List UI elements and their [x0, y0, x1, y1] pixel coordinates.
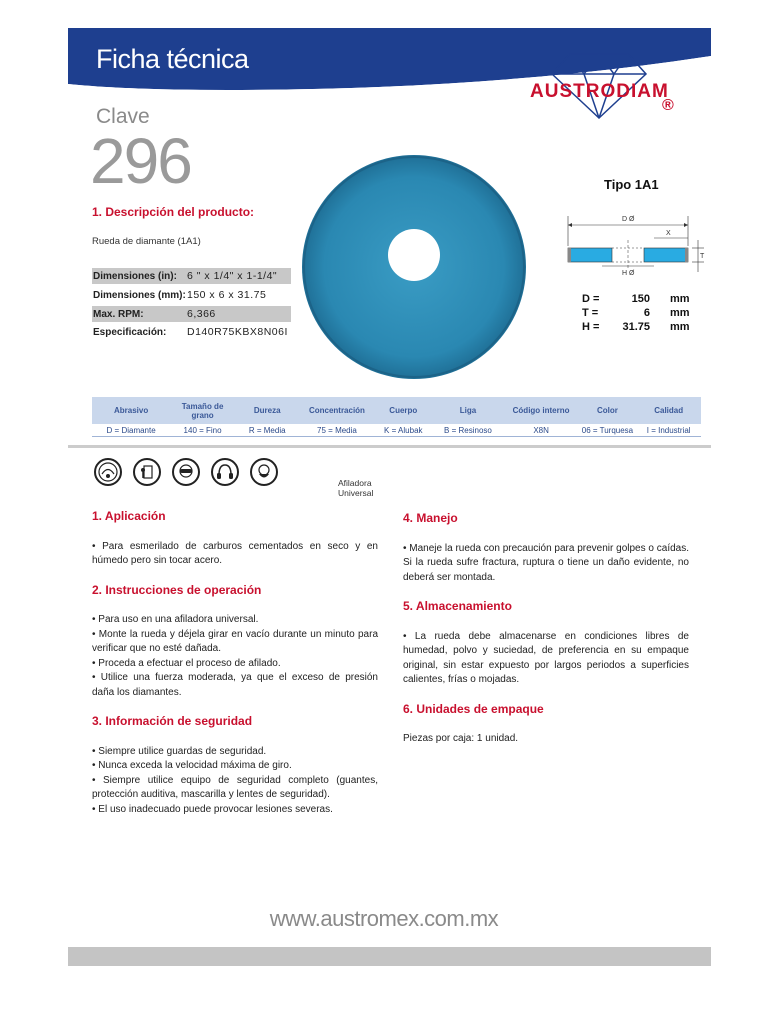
read-manual-icon — [133, 458, 161, 486]
spec-value: 150 x 6 x 31.75 — [187, 289, 267, 301]
spec-row — [92, 287, 291, 303]
grid-header-cell: Liga — [459, 406, 477, 415]
machine-line: Universal — [338, 488, 374, 498]
dimension-row — [582, 320, 690, 334]
section-title: 1. Aplicación — [92, 509, 166, 523]
dimension-row — [582, 292, 690, 306]
description-text: Rueda de diamante (1A1) — [92, 236, 201, 247]
section-title: 4. Manejo — [403, 511, 458, 525]
dimension-value: 31.75 — [622, 321, 650, 333]
logo-text: AUSTRODIAM — [530, 81, 669, 102]
section-manejo — [403, 511, 689, 585]
section-title: 3. Información de seguridad — [92, 714, 253, 728]
clave-label: Clave — [96, 105, 150, 128]
section-line: • Utilice una fuerza moderada, ya que el exceso de presión daña los diamantes. — [92, 672, 378, 698]
section-title: 6. Unidades de empaque — [403, 701, 544, 716]
section-line: Piezas por caja: 1 unidad. — [403, 733, 519, 744]
description-title: 1. Descripción del producto: — [92, 205, 255, 219]
spec-grid — [92, 397, 701, 437]
grid-header-cell: Cuerpo — [389, 406, 418, 415]
grid-header-cell: Abrasivo — [114, 406, 149, 415]
tipo-label: Tipo 1A1 — [604, 177, 659, 192]
section-line: • Nunca exceda la velocidad máxima de giro. — [92, 760, 292, 771]
grid-value-cell: X8N — [533, 425, 549, 435]
section-almacenamiento — [403, 599, 689, 688]
section-divider — [68, 445, 711, 448]
spec-value: 6,366 — [187, 308, 216, 320]
section-line: • Siempre utilice equipo de seguridad completo (guantes, protección auditiva, mascarilla y lentes de seguridad). — [92, 774, 378, 800]
clave-number: 296 — [90, 125, 191, 197]
dust-mask-icon — [250, 458, 278, 486]
rpm-warning-icon — [94, 458, 122, 486]
dimension-row — [582, 306, 690, 320]
section-line: • Para uso en una afiladora universal. — [92, 614, 259, 625]
diagram-t-label: T — [700, 253, 705, 260]
grid-value-cell: K = Alubak — [384, 425, 423, 435]
page-title: Ficha técnica — [96, 44, 249, 74]
registered-mark: ® — [662, 97, 674, 114]
diamond-wheel-image — [300, 153, 528, 381]
grid-header-cell: Dureza — [253, 406, 281, 415]
spec-row — [92, 268, 291, 284]
spec-key: Especificación: — [93, 326, 167, 338]
section-line: • Siempre utilice guardas de seguridad. — [92, 745, 267, 757]
safety-icons — [94, 458, 278, 486]
safety-goggles-icon — [172, 458, 200, 486]
diagram-d-label: D Ø — [622, 216, 635, 223]
section-instrucciones — [92, 583, 378, 701]
left-column — [92, 509, 378, 831]
diagram-h-label: H Ø — [622, 270, 635, 277]
spec-key: Dimensiones (mm): — [93, 289, 186, 301]
footer-bar — [68, 947, 711, 966]
spec-row — [92, 306, 291, 322]
grid-header-cell: Tamaño de grano — [181, 401, 224, 420]
grid-value-cell: D = Diamante — [106, 425, 156, 435]
grid-value-cell: 140 = Fino — [183, 425, 222, 435]
dimension-key: H = — [582, 321, 600, 333]
machine-type — [338, 478, 373, 498]
section-seguridad — [92, 714, 378, 817]
machine-line: Afiladora — [338, 478, 372, 488]
grid-header-cell: Concentración — [308, 406, 365, 415]
section-empaque — [403, 702, 689, 747]
grid-header-row — [92, 397, 701, 424]
dimension-value: 150 — [631, 293, 650, 305]
dimension-unit: mm — [670, 307, 690, 319]
spec-key: Max. RPM: — [93, 308, 144, 320]
ear-protection-icon — [211, 458, 239, 486]
section-line: • Para esmerilado de carburos cementados en seco y en húmedo pero sin tocar acero. — [92, 540, 378, 566]
profile-diagram — [562, 210, 712, 280]
grid-value-cell: I = Industrial — [646, 425, 691, 435]
grid-value-cell: 75 = Media — [317, 425, 357, 435]
dimension-key: D = — [582, 293, 600, 305]
right-column — [403, 511, 689, 761]
footer-url[interactable]: www.austromex.com.mx — [269, 906, 499, 931]
section-line: • Maneje la rueda con precaución para prevenir golpes o caídas. Si la rueda sufre fractura, ruptura o tiene un daño evidente, no deberá ser montada. — [403, 542, 689, 583]
section-title: 2. Instrucciones de operación — [92, 582, 262, 597]
grid-value-cell: 06 = Turquesa — [581, 425, 634, 435]
section-line: • El uso inadecuado puede provocar lesiones severas. — [92, 803, 333, 815]
dimension-key: T = — [582, 307, 599, 319]
grid-value-cell: R = Media — [248, 425, 286, 435]
spec-row — [92, 324, 291, 340]
section-title: 5. Almacenamiento — [403, 599, 512, 613]
section-line: • Proceda a efectuar el proceso de afilado. — [92, 657, 281, 669]
spec-key: Dimensiones (in): — [93, 270, 177, 282]
dimension-list — [582, 292, 690, 334]
section-line: • La rueda debe almacenarse en condiciones libres de humedad, polvo y suciedad, de preferencia en su empaque original, sin estar expuesto por largos periodos a superficies calientes, frías o mojadas. — [403, 630, 689, 685]
grid-header-cell: Código interno — [512, 406, 570, 415]
spec-value: 6 " x 1/4" x 1-1/4" — [187, 270, 278, 282]
grid-header-cell: Calidad — [654, 406, 684, 415]
section-line: • Monte la rueda y déjela girar en vacío durante un minuto para verificar que no esté dañada. — [92, 628, 378, 654]
section-aplicacion — [92, 509, 378, 569]
dimension-value: 6 — [643, 307, 650, 319]
diagram-x-label: X — [666, 230, 671, 237]
grid-value-row — [92, 424, 701, 437]
dimension-unit: mm — [670, 321, 690, 333]
grid-value-cell: B = Resinoso — [444, 425, 492, 435]
spec-value: D140R75KBX8N06I — [187, 326, 288, 338]
dimension-unit: mm — [670, 293, 690, 305]
grid-header-cell: Color — [596, 406, 618, 415]
